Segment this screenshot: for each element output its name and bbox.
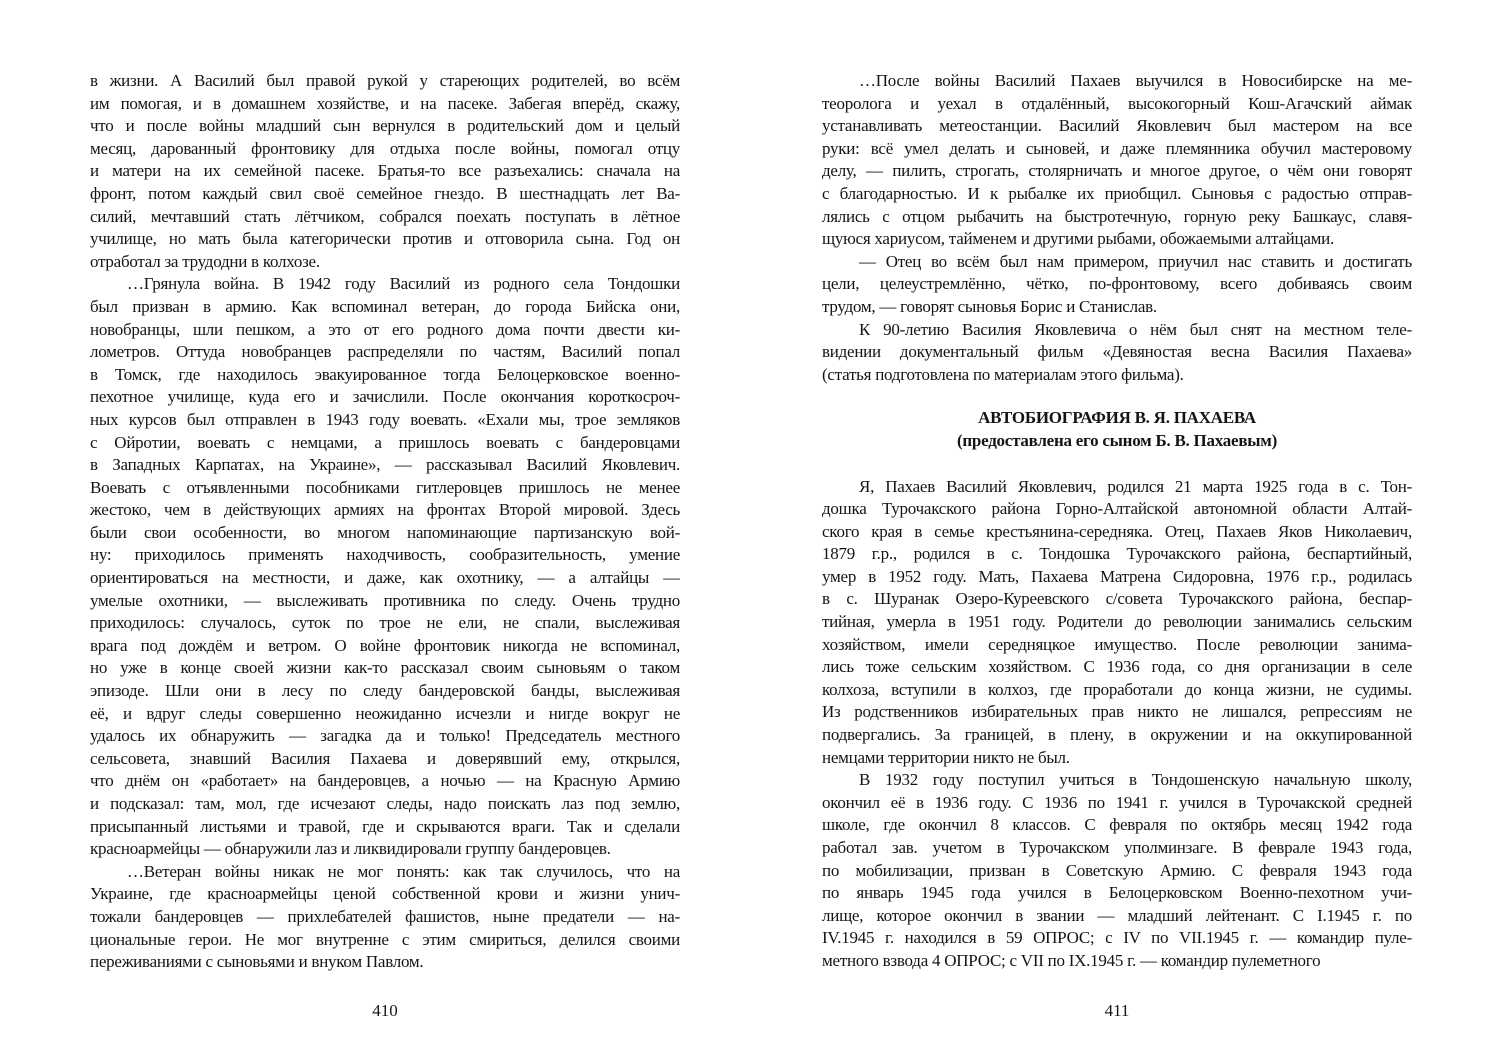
text-line: фронт, потом каждый свил своё семейное гнездо. В шестнадцать лет Ва- (90, 183, 680, 203)
text-line: эпизоде. Шли они в лесу по следу бандеровской банды, выслеживая (90, 681, 680, 701)
text-line: — Отец во всём был нам примером, приучил нас ставить и достигать (859, 251, 1412, 271)
text-line: В 1932 году поступил учиться в Тондошенскую начальную школу, (859, 770, 1412, 790)
text-line: тожали бандеровцев — прихлебателей фашистов, ныне предатели — на- (90, 906, 680, 926)
text-line: циональные герои. Не мог внутренне с этим смириться, делился своими (90, 929, 680, 949)
text-line: Из родственников избирательных прав никто не лишался, репрессиям не (822, 702, 1412, 722)
paragraph (822, 251, 1412, 319)
text-line: училище, но мать была категорически против и отговорила сына. Год он (90, 229, 680, 249)
text-line: в Томск, где находилось эвакуированное тогда Белоцерковское военно- (90, 364, 680, 384)
text-line: ну: приходилось применять находчивость, сообразительность, умение (90, 545, 680, 565)
page-text (822, 70, 1412, 973)
section-heading (822, 407, 1412, 452)
text-line: ориентироваться на местности, и даже, как охотнику, — а алтайцы — (90, 568, 680, 588)
page-left (90, 70, 680, 1030)
text-line: лялись с отцом рыбачить на быстротечную, горную реку Башкаус, славя- (822, 206, 1412, 226)
text-line: и подсказал: там, мол, где исчезают следы, надо поискать лаз под землю, (90, 794, 680, 813)
text-line: с Ойротии, воевать с немцами, а пришлось воевать с бандеровцами (90, 432, 680, 452)
text-line: устанавливать метеостанции. Василий Яковлевич был мастером на все (822, 116, 1412, 136)
text-line: работал зав. учетом в Турочакском уполминзаге. В феврале 1943 года, (822, 838, 1412, 857)
text-line: в с. Шуранак Озеро-Куреевского с/совета Турочакского района, беспар- (822, 589, 1412, 609)
text-line: (статья подготовлена по материалам этого фильма). (822, 364, 1184, 384)
text-line: умер в 1952 году. Мать, Пахаева Матрена Сидоровна, 1976 г.р., родилась (822, 566, 1412, 586)
paragraph (90, 861, 680, 974)
heading-line: АВТОБИОГРАФИЯ В. Я. ПАХАЕВА (978, 408, 1256, 428)
text-line: метного взвода 4 ОПРОС; с VII по IX.1945 г. — командир пулеметного (822, 950, 1321, 970)
paragraph (90, 70, 680, 273)
text-line: 1879 г.р., родился в с. Тондошка Турочакского района, беспартийный, (822, 544, 1412, 564)
paragraph (822, 70, 1412, 251)
text-line: ского края в семье крестьянина-середняка. Отец, Пахаев Яков Николаевич, (822, 521, 1412, 541)
text-line: ных курсов был отправлен в 1943 году воевать. «Ехали мы, трое земляков (90, 409, 680, 429)
page-number: 410 (372, 1001, 398, 1020)
text-line: и матери на их семейной пасеке. Братья-то все разъехались: сначала на (90, 161, 680, 181)
text-line: …Грянула война. В 1942 году Василий из родного села Тондошки (127, 274, 680, 294)
text-line: …После войны Василий Пахаев выучился в Новосибирске на ме- (859, 71, 1412, 90)
text-line: силий, мечтавший стать лётчиком, собрался поехать поступать в лётное (90, 206, 680, 226)
text-line: цели, целеустремлённо, чётко, по-фронтовому, всего добиваясь своим (822, 274, 1412, 294)
text-line: что днём он «работает» на бандеровцев, а ночью — на Красную Армию (90, 771, 680, 791)
text-line: трудом, — говорят сыновья Борис и Станислав. (822, 296, 1157, 316)
page-right (822, 70, 1412, 1030)
text-line: хозяйством, имели середняцкое имущество. После революции занима- (822, 634, 1412, 654)
text-line: колхоза, вступили в колхоз, где проработали до конца жизни, не судимы. (822, 679, 1412, 699)
text-line: лище, которое окончил в звании — младший лейтенант. С I.1945 г. по (822, 905, 1412, 925)
text-line: лись тоже сельским хозяйством. С 1936 года, со дня организации в селе (822, 657, 1412, 677)
text-line: удалось их обнаружить — загадка да и только! Председатель местного (90, 726, 680, 746)
text-line: К 90-летию Василия Яковлевича о нём был снят на местном теле- (859, 319, 1412, 339)
text-line: красноармейцы — обнаружили лаз и ликвидировали группу бандеровцев. (90, 839, 611, 859)
page-number: 411 (1104, 1001, 1130, 1020)
text-line: по мобилизации, призван в Советскую Армию. С февраля 1943 года (822, 860, 1412, 880)
text-line: в Западных Карпатах, на Украине», — рассказывал Василий Яковлевич. (90, 455, 680, 475)
text-line: руки: всё умел делать и сыновей, и даже племянника обучил мастеровому (822, 138, 1412, 158)
text-line: дошка Турочакского района Горно-Алтайской автономной области Алтай- (822, 499, 1412, 519)
text-line: окончил её в 1936 году. С 1936 по 1941 г. учился в Турочакской средней (822, 792, 1412, 812)
paragraph (90, 273, 680, 860)
text-line: присыпанный листьями и травой, где и скрываются враги. Так и сделали (90, 816, 680, 836)
text-line: были свои особенности, во многом напоминающие партизанскую вой- (90, 522, 680, 542)
text-line: пехотное училище, куда его и зачислили. После окончания короткосроч- (90, 387, 680, 407)
heading-line: (предоставлена его сыном Б. В. Пахаевым) (956, 430, 1278, 450)
paragraph (822, 769, 1412, 972)
text-line: новобранцы, шли пешком, а это от его родного дома почти двести ки- (90, 319, 680, 339)
text-line: лометров. Оттуда новобранцев распределяли по частям, Василий попал (90, 342, 680, 362)
text-line: отработал за трудодни в колхозе. (90, 251, 320, 271)
text-line: теоролога и уехал в отдалённый, высокогорный Кош-Агачский аймак (822, 93, 1412, 113)
page-text (90, 70, 680, 974)
text-line: врага под дождём и ветром. О войне фронтовик никогда не вспоминал, (90, 635, 680, 655)
text-line: переживаниями с сыновьями и внуком Павлом. (90, 952, 424, 972)
text-line: в жизни. А Василий был правой рукой у стареющих родителей, во всём (90, 71, 680, 90)
text-line: месяц, дарованный фронтовику для отдыха после войны, помогал отцу (90, 138, 680, 158)
text-line: сельсовета, знавший Василия Пахаева и доверявший ему, открылся, (90, 748, 680, 768)
text-line: немцами территории никто не был. (822, 747, 1070, 767)
text-line: был призван в армию. Как вспоминал ветеран, до города Бийска они, (90, 296, 680, 316)
text-line: её, и вдруг следы совершенно неожиданно исчезли и нигде вокруг не (90, 703, 680, 723)
paragraph (822, 476, 1412, 770)
text-line: делу, — пилить, строгать, столярничать и многое другое, о чём они говорят (822, 161, 1412, 181)
text-line: им помогая, и в домашнем хозяйстве, и на пасеке. Забегая вперёд, скажу, (90, 93, 680, 113)
text-line: щуюся хариусом, тайменем и другими рыбами, обожаемыми алтайцами. (822, 229, 1335, 249)
text-line: но уже в конце своей жизни как-то рассказал своим сыновьям о таком (90, 658, 680, 678)
text-line: Я, Пахаев Василий Яковлевич, родился 21 марта 1925 года в с. Тон- (859, 476, 1412, 496)
text-line: школе, где окончил 8 классов. С февраля по октябрь месяц 1942 года (822, 815, 1412, 835)
text-line: подвергались. За границей, в плену, в окружении и на оккупированной (822, 725, 1412, 745)
text-line: Воевать с отъявленными пособниками гитлеровцев пришлось не менее (90, 477, 680, 497)
text-line: умелые охотники, — выслеживать противника по следу. Очень трудно (90, 590, 680, 610)
text-line: тийная, умерла в 1951 году. Родители до революции занимались сельским (822, 612, 1412, 632)
paragraph (822, 319, 1412, 387)
text-line: жестоко, чем в действующих армиях на фронтах Второй мировой. Здесь (90, 500, 680, 520)
text-line: IV.1945 г. находился в 59 ОПРОС; с IV по VII.1945 г. — командир пуле- (822, 928, 1412, 948)
text-line: видении документальный фильм «Девяностая весна Василия Пахаева» (822, 342, 1412, 362)
text-line: по январь 1945 года учился в Белоцерковском Военно-пехотном учи- (822, 883, 1412, 903)
text-line: приходилось: случалось, суток по трое не ели, не спали, выслеживая (90, 613, 680, 633)
text-line: что и после войны младший сын вернулся в родительский дом и целый (90, 116, 680, 136)
text-line: …Ветеран войны никак не мог понять: как так случилось, что на (127, 861, 680, 881)
text-line: Украине, где красноармейцы ценой собственной крови и жизни унич- (90, 884, 680, 904)
text-line: с благодарностью. И к рыбалке их приобщил. Сыновья с радостью отправ- (822, 183, 1412, 203)
